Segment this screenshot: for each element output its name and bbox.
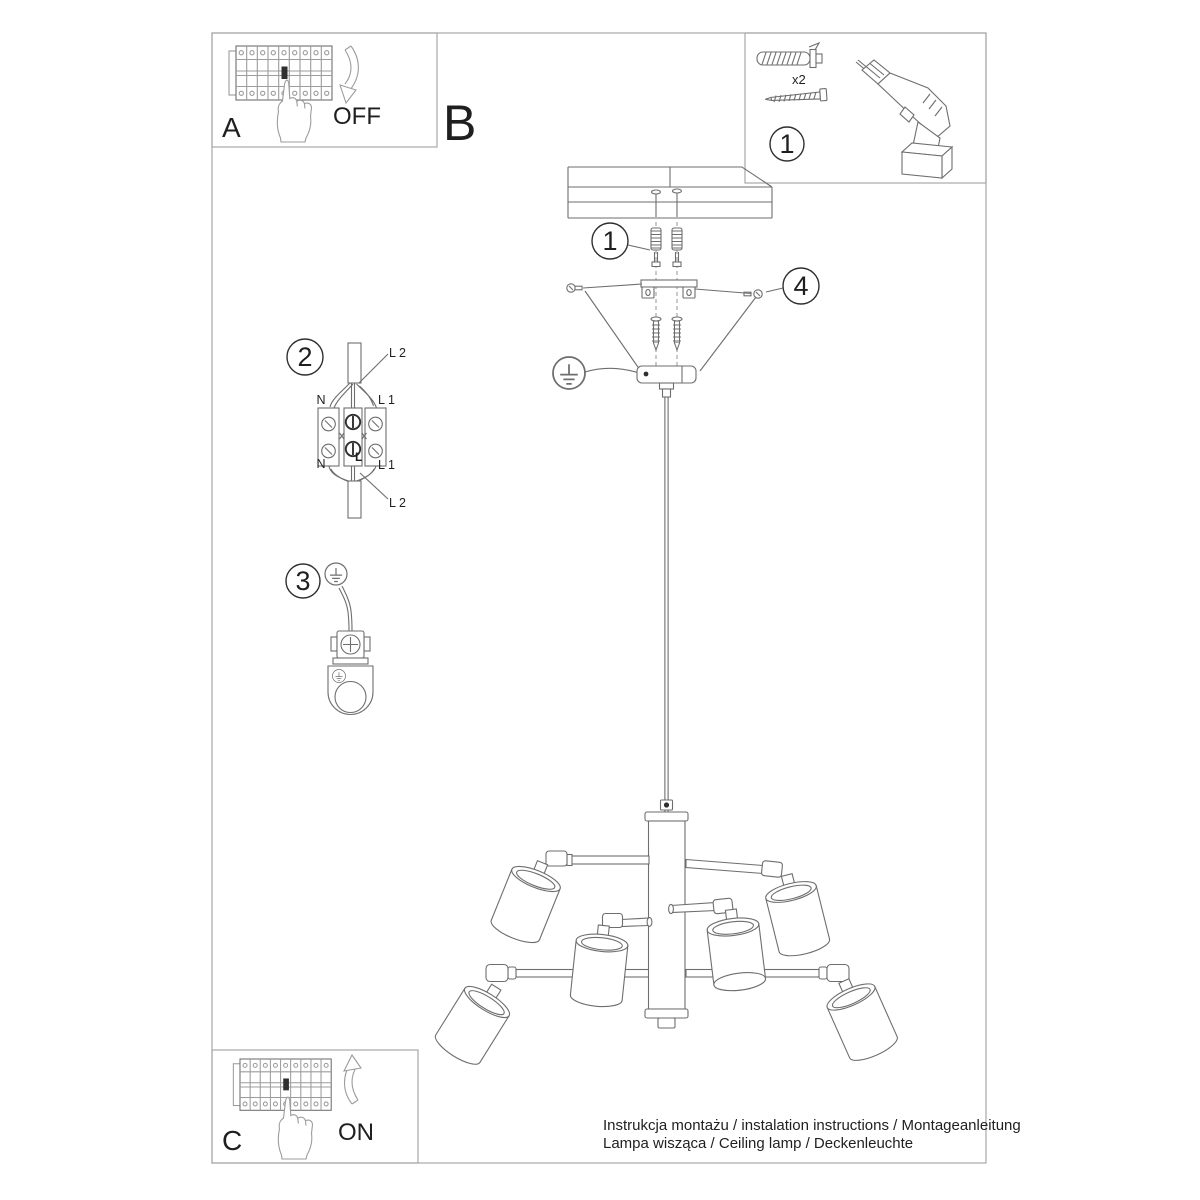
wires-top (330, 383, 377, 408)
svg-text:4: 4 (793, 271, 809, 301)
bracket-side-screw-right (744, 290, 762, 298)
cable-top (348, 343, 361, 383)
label-top-n: N (316, 393, 326, 407)
lamp-shade-upper-right (762, 869, 832, 960)
pendant-cable (665, 397, 668, 800)
step-a-letter: A (222, 112, 241, 143)
tools-panel (745, 33, 986, 183)
cable-bottom (348, 481, 361, 518)
anchor-qty-label: x2 (792, 72, 806, 87)
mounting-diagram (553, 167, 819, 800)
terminal-block (318, 408, 386, 466)
on-arrow (344, 1055, 361, 1104)
ground-wire (339, 586, 352, 631)
wall-anchor (757, 43, 822, 68)
assembly-guide-lines (583, 284, 756, 371)
footer-line-2: Lampa wisząca / Ceiling lamp / Deckenleuchte (603, 1135, 914, 1152)
step-a-state: OFF (333, 103, 381, 130)
svg-text:1: 1 (779, 129, 795, 159)
step-c-panel (212, 1050, 418, 1163)
step-c-letter: C (222, 1125, 243, 1156)
ground-symbol-large (553, 357, 642, 389)
bracket-side-screw-left (567, 284, 582, 292)
step-a-panel (212, 33, 437, 147)
lamp-arm-mid-left (603, 914, 652, 928)
svg-text:1: 1 (602, 226, 618, 256)
lamp-arm-upper-right (686, 860, 783, 878)
lamp-shade-upper-left (488, 853, 567, 948)
mounting-screw-item (765, 89, 827, 105)
lamp-shade-lower-left (431, 973, 518, 1069)
strain-relief-bracket (328, 666, 373, 715)
label-bottom-l2: L 2 (389, 496, 406, 510)
step-c-state: ON (338, 1119, 374, 1146)
footer-line-1: Instrukcja montażu / instalation instructions / Montageanleitung (603, 1117, 1021, 1134)
ceiling-slab (568, 167, 772, 218)
ground-clamp (331, 631, 370, 664)
step-b-letter: B (443, 95, 477, 151)
svg-text:3: 3 (295, 566, 311, 596)
lamp-shade-mid-left (570, 923, 630, 1009)
lamp-drawing (431, 800, 900, 1070)
mounting-bracket (641, 280, 697, 298)
wiring-callout-2 (287, 339, 323, 375)
grounding-callout-3 (286, 564, 320, 598)
wires-bottom (329, 466, 376, 482)
lamp-shade-mid-right (705, 906, 766, 993)
drill (856, 60, 952, 178)
label-terminal-l: L (355, 450, 363, 464)
label-top-l2: L 2 (389, 346, 406, 360)
footer (603, 1117, 1021, 1152)
anchors-callout-1 (592, 223, 650, 259)
wiring-diagram (287, 339, 406, 518)
tools-callout-1 (770, 127, 804, 161)
long-screws-pair (651, 317, 682, 350)
breaker-panel-a (229, 46, 332, 100)
label-bottom-l1: L 1 (378, 458, 395, 472)
label-top-l1: L 1 (378, 393, 395, 407)
svg-text:2: 2 (297, 342, 313, 372)
lamp-body (645, 800, 688, 1028)
breaker-panel-c (233, 1059, 331, 1110)
ground-symbol-small (325, 563, 347, 585)
canopy (637, 366, 696, 397)
lamp-arm-lower-right (686, 965, 849, 982)
lamp-arm-upper-left (546, 851, 649, 866)
label-bottom-n: N (316, 457, 326, 471)
off-arrow (340, 46, 358, 103)
screws-callout-4 (766, 268, 819, 304)
lamp-shade-lower-right (820, 970, 900, 1065)
grounding-diagram (286, 563, 373, 715)
